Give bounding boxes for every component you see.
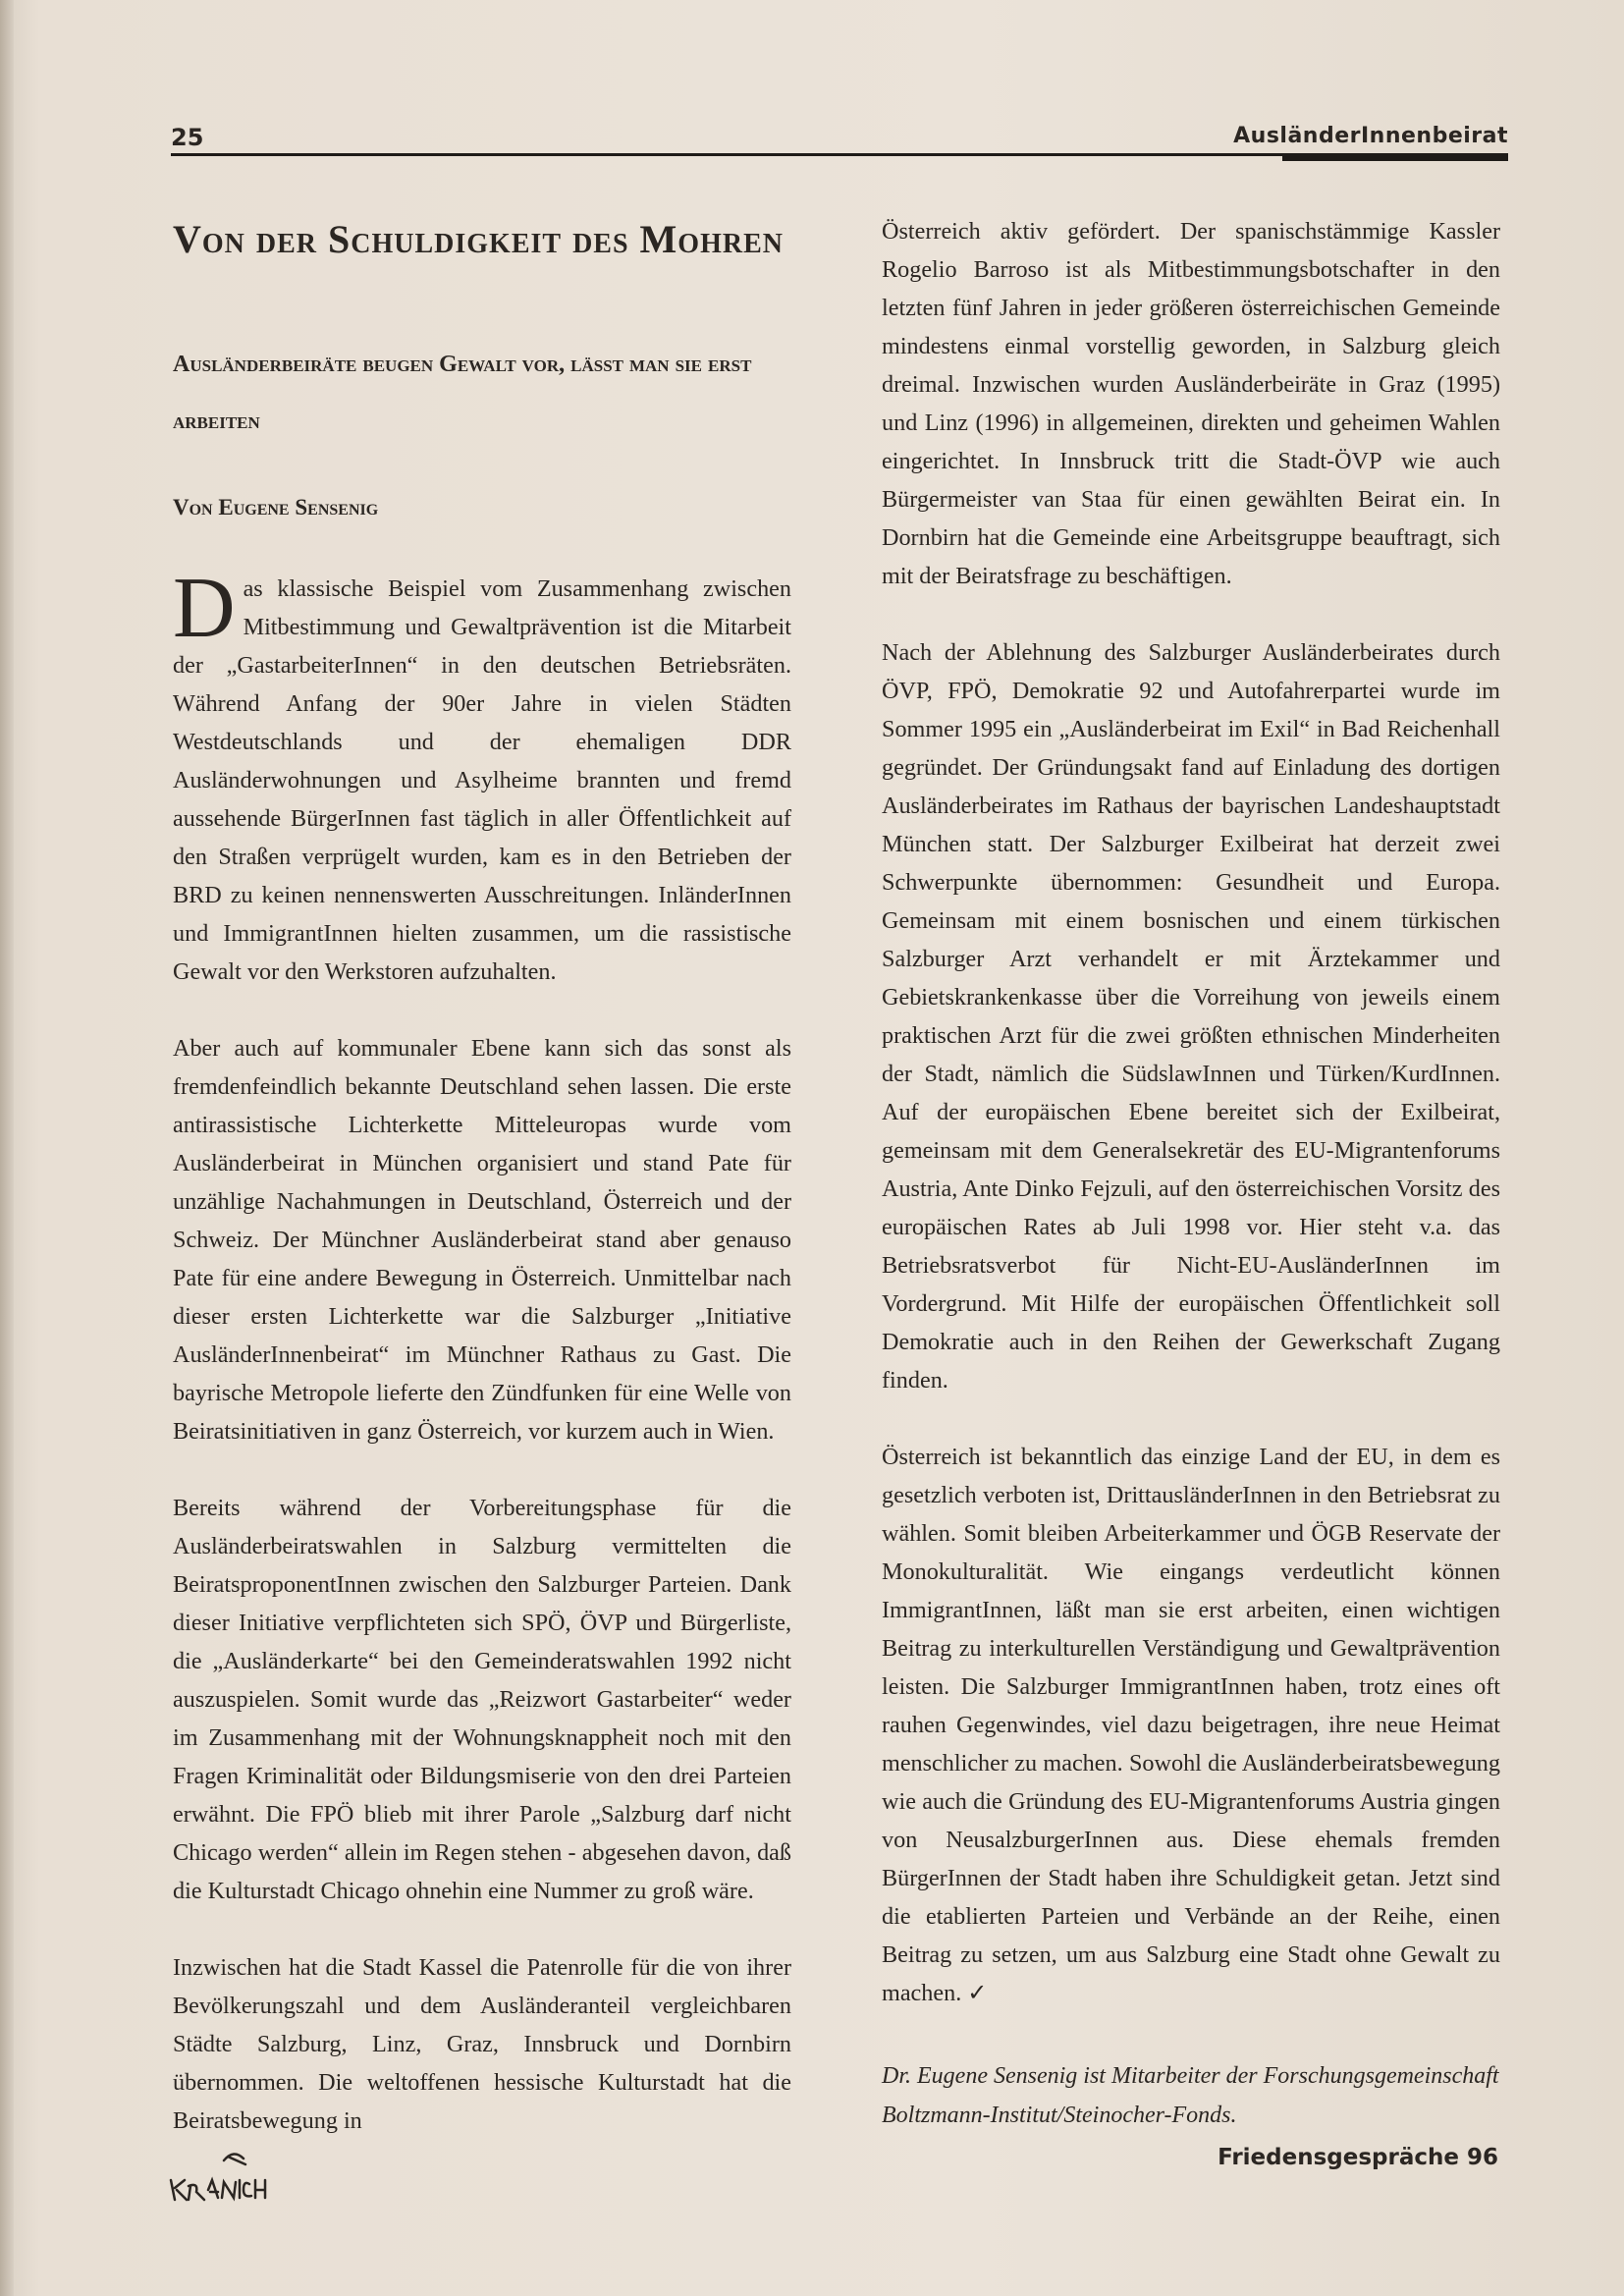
- paragraph: Inzwischen hat die Stadt Kassel die Patenrolle für die von ihrer Bevölkerungszahl und dem Ausländeranteil vergleichbaren Städte Salzburg, Linz, Graz, Innsbruck und Dornbirn übernommen. Die weltoffenen hessische Kulturstadt hat die Beiratsbewegung in: [173, 1954, 791, 2134]
- article-title: Von der Schuldigkeit des Mohren: [173, 217, 784, 261]
- publication-footer: Friedensgespräche 96: [1218, 2145, 1498, 2170]
- right-column: [882, 212, 1500, 2050]
- paragraph: Österreich ist bekanntlich das einzige Land der EU, in dem es gesetzlich verboten ist, DrittausländerInnen in den Betriebsrat zu wählen. Somit bleiben Arbeiterkammer und ÖGB Reservate der Monokulturalität. Wie eingangs verdeutlicht können ImmigrantInnen, läßt man sie erst arbeiten, einen wichtigen Beitrag zu interkulturellen Verständigung und Gewaltprävention leisten. Die Salzburger ImmigrantInnen haben, trotz eines oft rauhen Gegenwindes, viel dazu beigetragen, ihre neue Heimat menschlicher zu machen. Sowohl die Ausländerbeiratsbewegung wie auch die Gründung des EU-Migrantenforums Austria gingen von NeusalzburgerInnen aus. Diese ehemals fremden BürgerInnen der Stadt haben ihre Schuldigkeit getan. Jetzt sind die etablierten Parteien und Verbände an der Reihe, einen Beitrag zu setzen, um aus Salzburg eine Stadt ohne Gewalt zu machen. ✓: [882, 1444, 1500, 2006]
- binding-edge: [0, 0, 14, 2296]
- paragraph: Aber auch auf kommunaler Ebene kann sich das sonst als fremdenfeindlich bekannte Deutschland sehen lassen. Die erste antirassistische Lichterkette Mitteleuropas wurde vom Ausländerbeirat in München organisiert und stand Pate für unzählige Nachahmungen in Deutschland, Österreich und der Schweiz. Der Münchner Ausländerbeirat stand aber genauso Pate für eine andere Bewegung in Österreich. Unmittelbar nach dieser ersten Lichterkette war die Salzburger „Initiative AusländerInnenbeirat“ im Münchner Rathaus zu Gast. Die bayrische Metropole lieferte den Zündfunken für eine Welle von Beiratsinitiativen in ganz Österreich, vor kurzem auch in Wien.: [173, 1035, 791, 1445]
- drop-cap: D: [173, 561, 236, 656]
- paragraph: Bereits während der Vorbereitungsphase für die Ausländerbeiratswahlen in Salzburg vermittelten die BeiratsproponentInnen zwischen den Salzburger Parteien. Dank dieser Initiative verpflichteten sich SPÖ, ÖVP und Bürgerliste, die „Ausländerkarte“ bei den Gemeinderatswahlen 1992 nicht auszuspielen. Somit wurde das „Reizwort Gastarbeiter“ weder im Zusammenhang mit der Wohnungsknappheit noch mit den Fragen Kriminalität oder Bildungsmiserie von den drei Parteien erwähnt. Die FPÖ blieb mit ihrer Parole „Salzburg darf nicht Chicago werden“ allein im Regen stehen - abgesehen davon, daß die Kulturstadt Chicago ohnehin eine Nummer zu groß wäre.: [173, 1495, 791, 1904]
- paragraph: Das klassische Beispiel vom Zusammenhang zwischen Mitbestimmung und Gewaltprävention ist die Mitarbeit der „GastarbeiterInnen“ in den deutschen Betriebsräten. Während Anfang der 90er Jahre in vielen Städten Westdeutschlands und der ehemaligen DDR Ausländerwohnungen und Asylheime brannten und fremd aussehende BürgerInnen fast täglich in aller Öffentlichkeit auf den Straßen verprügelt wurden, kam es in den Betrieben der BRD zu keinen nennenswerten Ausschreitungen. InländerInnen und ImmigrantInnen hielten zusammen, um die rassistische Gewalt vor den Werkstoren aufzuhalten.: [173, 561, 791, 985]
- article-byline: Von Eugene Sensenig: [173, 495, 379, 519]
- header-rule-accent: [1282, 153, 1508, 161]
- author-note: Dr. Eugene Sensenig ist Mitarbeiter der Forschungsgemeinschaft Boltzmann-Institut/Steinocher-Fonds.: [882, 2063, 1499, 2128]
- paragraph: Österreich aktiv gefördert. Der spanischstämmige Kassler Rogelio Barroso ist als Mitbestimmungsbotschafter in den letzten fünf Jahren in jeder größeren österreichischen Gemeinde mindestens einmal vorstellig geworden, in Salzburg gleich dreimal. Inzwischen wurden Ausländerbeiräte in Graz (1995) und Linz (1996) in allgemeinen, direkten und geheimen Wahlen eingerichtet. In Innsbruck tritt die Stadt-ÖVP wie auch Bürgermeister van Staa für einen gewählten Beirat ein. In Dornbirn hat die Gemeinde eine Arbeitsgruppe beauftragt, sich mit der Beiratsfrage zu beschäftigen.: [882, 218, 1500, 589]
- artist-signature: [165, 2141, 273, 2210]
- left-column: [173, 561, 791, 2178]
- article-subtitle: Ausländerbeiräte beugen Gewalt vor, läßt man sie erst arbeiten: [173, 352, 752, 434]
- running-head: AusländerInnenbeirat: [1233, 124, 1508, 148]
- page-number: 25: [171, 124, 204, 151]
- paragraph: Nach der Ablehnung des Salzburger Ausländerbeirates durch ÖVP, FPÖ, Demokratie 92 und Autofahrerpartei wurde im Sommer 1995 ein „Ausländerbeirat im Exil“ in Bad Reichenhall gegründet. Der Gründungsakt fand auf Einladung des dortigen Ausländerbeirates im Rathaus der bayrischen Landeshauptstadt München statt. Der Salzburger Exilbeirat hat derzeit zwei Schwerpunkte übernommen: Gesundheit und Europa. Gemeinsam mit einem bosnischen und einem türkischen Salzburger Arzt verhandelt er mit Ärztekammer und Gebietskrankenkasse über die Vorreihung von jeweils einem praktischen Arzt für die zwei größten ethnischen Minderheiten der Stadt, nämlich die SüdslawInnen und Türken/KurdInnen. Auf der europäischen Ebene bereitet sich der Exilbeirat, gemeinsam mit dem Generalsekretär des EU-Migrantenforums Austria, Ante Dinko Fejzuli, auf den österreichischen Vorsitz des europäischen Rates ab Juli 1998 vor. Hier steht v.a. das Betriebsratsverbot für Nicht-EU-AusländerInnen im Vordergrund. Mit Hilfe der europäischen Öffentlichkeit soll Demokratie auch in den Reihen der Gewerkschaft Zugang finden.: [882, 639, 1500, 1394]
- page-header: [171, 120, 1508, 159]
